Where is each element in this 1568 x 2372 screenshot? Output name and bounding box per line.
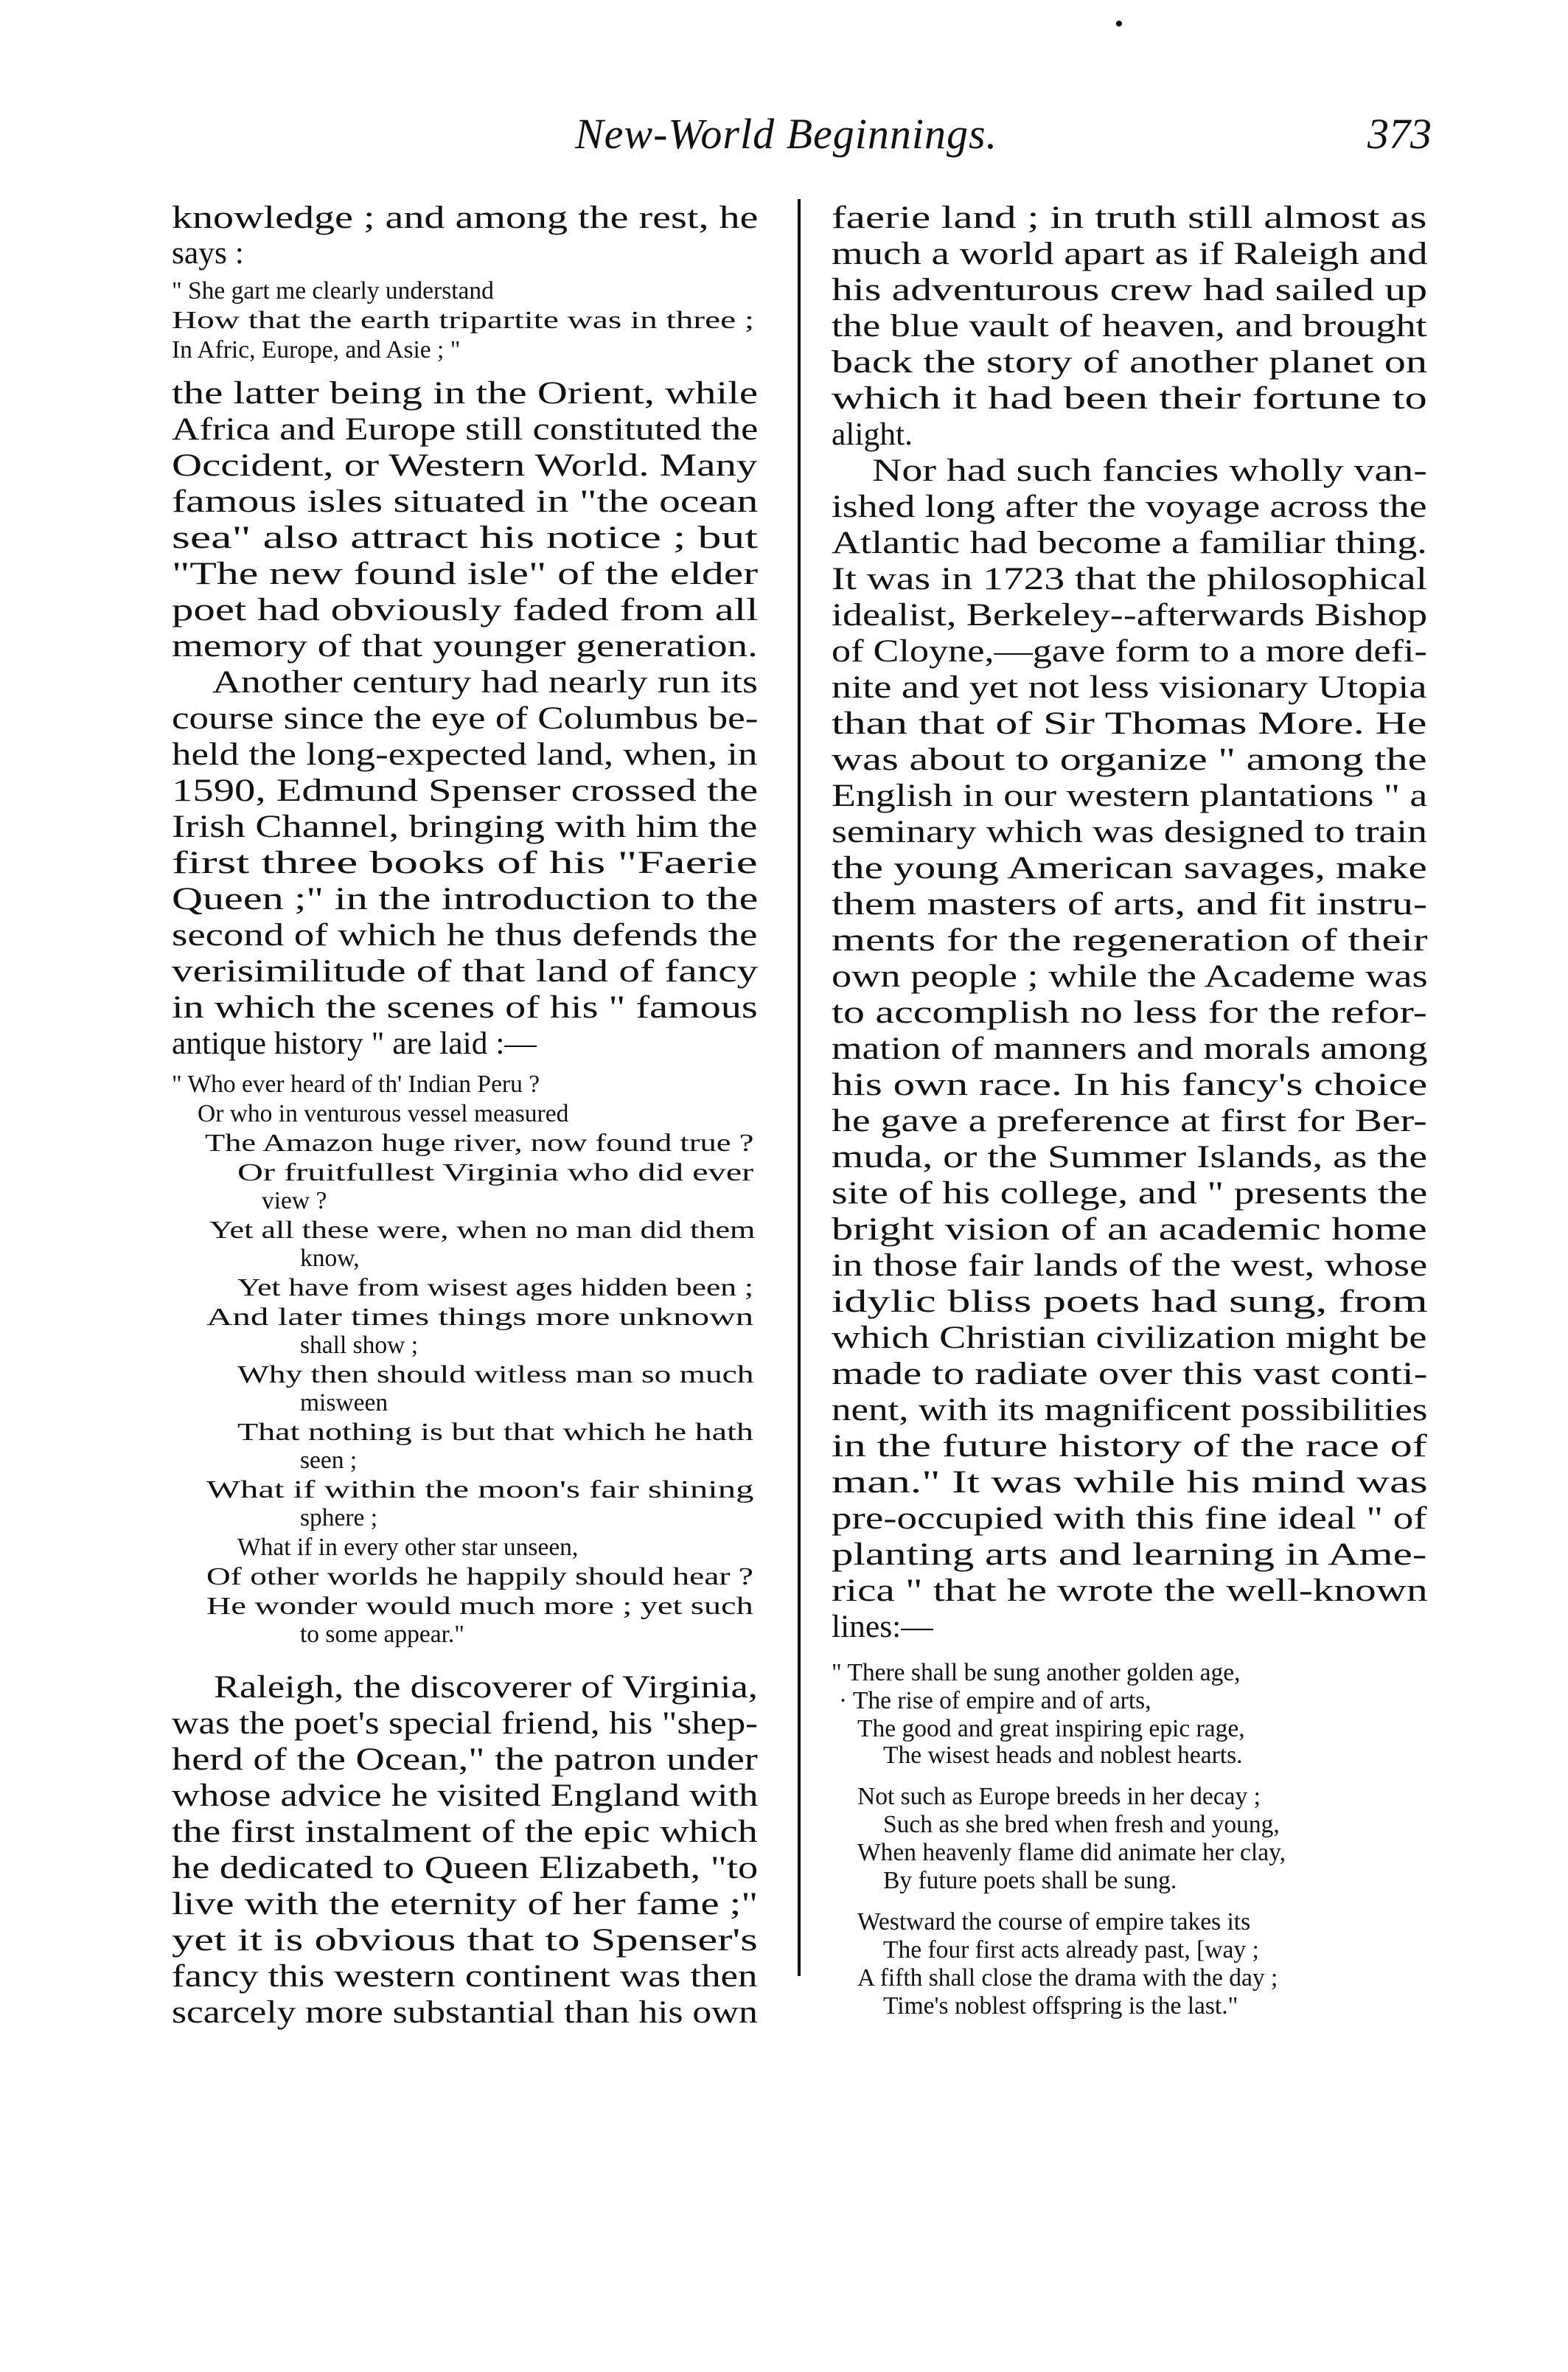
right-prose-line: much a world apart as if Raleigh and <box>832 236 1428 271</box>
left-verse-line: The Amazon huge river, now found true ? <box>205 1130 754 1157</box>
left-prose-line: first three books of his "Faerie <box>172 845 758 880</box>
right-prose-line: to accomplish no less for the refor- <box>832 995 1427 1030</box>
right-prose-line: mation of manners and morals among <box>832 1031 1428 1066</box>
right-prose-line: them masters of arts, and fit instru- <box>832 886 1428 922</box>
right-prose-line: made to radiate over this vast conti- <box>832 1356 1428 1391</box>
right-prose-line: which Christian civilization might be <box>832 1320 1427 1355</box>
right-prose-line: the blue vault of heaven, and brought <box>832 308 1427 344</box>
left-prose-line: held the long-expected land, when, in <box>172 737 758 772</box>
right-prose-line: man." It was while his mind was <box>832 1464 1428 1500</box>
right-prose-line: alight. <box>832 417 913 452</box>
left-prose-line: memory of that younger generation. <box>172 628 758 664</box>
right-prose-line: Nor had such fancies wholly van- <box>872 453 1427 488</box>
right-verse-line: Westward the course of empire takes its <box>857 1908 1251 1935</box>
column-divider <box>798 199 801 1976</box>
right-prose-line: his adventurous crew had sailed up <box>832 272 1428 307</box>
left-verse-line: He wonder would much more ; yet such <box>206 1593 753 1620</box>
right-prose-line: nite and yet not less visionary Utopia <box>832 669 1427 705</box>
right-prose-line: It was in 1723 that the philosophical <box>832 561 1428 597</box>
right-verse-line: Such as she bred when fresh and young, <box>883 1811 1280 1838</box>
left-verse-line: view ? <box>262 1187 327 1214</box>
left-prose-line: Another century had nearly run its <box>212 664 758 700</box>
left-prose-line: yet it is obvious that to Spenser's <box>172 1922 758 1958</box>
right-prose-line: site of his college, and " presents the <box>832 1175 1428 1211</box>
left-prose-line: herd of the Ocean," the patron under <box>172 1742 758 1777</box>
left-verse-line: That nothing is but that which he hath <box>237 1419 753 1446</box>
right-prose-line: planting arts and learning in Ame- <box>832 1537 1427 1572</box>
left-verse-line: Or fruitfullest Virginia who did ever <box>237 1159 754 1186</box>
left-verse-line: And later times things more unknown <box>206 1304 754 1331</box>
right-verse-line: Not such as Europe breeds in her decay ; <box>857 1783 1261 1810</box>
left-prose-line: poet had obviously faded from all <box>172 592 759 627</box>
left-prose-line: was the poet's special friend, his "shep- <box>172 1705 758 1741</box>
right-verse-line: Time's noblest offspring is the last." <box>883 1992 1238 2020</box>
left-verse-line: seen ; <box>300 1447 358 1474</box>
left-prose-line: antique history " are laid :— <box>172 1026 537 1061</box>
left-verse-line: Or who in venturous vessel measured <box>198 1100 569 1127</box>
right-prose-line: bright vision of an academic home <box>832 1211 1427 1247</box>
right-prose-line: ments for the regeneration of their <box>832 922 1428 958</box>
right-verse-line: By future poets shall be sung. <box>883 1867 1177 1894</box>
left-prose-line: knowledge ; and among the rest, he <box>172 200 759 235</box>
left-prose-line: fancy this western continent was then <box>172 1958 758 1994</box>
right-prose-line: English in our western plantations " a <box>832 778 1428 813</box>
left-prose-line: the latter being in the Orient, while <box>172 375 759 411</box>
left-prose-line: Raleigh, the discoverer of Virginia, <box>214 1669 758 1705</box>
left-prose-line: in which the scenes of his " famous <box>172 990 758 1025</box>
page-corner-mark: • <box>1115 10 1123 38</box>
right-prose-line: in the future history of the race of <box>832 1428 1427 1464</box>
right-prose-line: his own race. In his fancy's choice <box>832 1067 1428 1102</box>
right-prose-line: was about to organize " among the <box>832 742 1427 777</box>
left-verse-line: know, <box>300 1245 360 1272</box>
right-verse-line: · The rise of empire and of arts, <box>839 1687 1151 1714</box>
left-prose-line: verisimilitude of that land of fancy <box>172 953 759 989</box>
right-prose-line: muda, or the Summer Islands, as the <box>832 1139 1428 1175</box>
right-prose-line: than that of Sir Thomas More. He <box>832 706 1427 741</box>
right-prose-line: which it had been their fortune to <box>832 380 1427 416</box>
right-verse-line: The four first acts already past, [way ; <box>883 1936 1259 1964</box>
left-prose-line: Africa and Europe still constituted the <box>172 411 759 447</box>
right-prose-line: lines:— <box>832 1609 933 1644</box>
right-prose-line: idealist, Berkeley--afterwards Bishop <box>832 597 1428 633</box>
left-prose-line: Queen ;" in the introduction to the <box>172 881 759 917</box>
left-prose-line: live with the eternity of her fame ;" <box>172 1886 759 1921</box>
left-prose-line: famous isles situated in "the ocean <box>172 484 759 519</box>
left-verse-line: Yet have from wisest ages hidden been ; <box>237 1274 753 1301</box>
left-prose-line: says : <box>172 235 244 271</box>
right-prose-line: idylic bliss poets had sung, from <box>832 1284 1428 1319</box>
right-prose-line: faerie land ; in truth still almost as <box>832 200 1427 235</box>
left-verse-line: " She gart me clearly understand <box>172 277 494 305</box>
right-prose-line: Atlantic had become a familiar thing. <box>832 525 1427 560</box>
left-prose-line: whose advice he visited England with <box>172 1778 759 1813</box>
left-verse-line: What if within the moon's fair shining <box>206 1476 754 1503</box>
left-verse-line: In Afric, Europe, and Asie ; " <box>172 336 461 364</box>
left-prose-line: Irish Channel, bringing with him the <box>172 809 758 844</box>
right-verse-line: " There shall be sung another golden age, <box>832 1659 1241 1686</box>
page-number: 373 <box>1367 110 1432 158</box>
left-prose-line: sea" also attract his notice ; but <box>172 520 759 555</box>
right-prose-line: nent, with its magnificent possibilities <box>832 1392 1428 1427</box>
left-prose-line: Occident, or Western World. Many <box>172 448 758 483</box>
right-prose-line: of Cloyne,—gave form to a more defi- <box>832 633 1427 669</box>
right-verse-line: A fifth shall close the drama with the day ; <box>857 1964 1278 1992</box>
right-verse-line: When heavenly flame did animate her clay, <box>857 1839 1286 1866</box>
right-prose-line: ished long after the voyage across the <box>832 489 1427 524</box>
left-verse-line: misween <box>300 1389 388 1416</box>
right-prose-line: in those fair lands of the west, whose <box>832 1248 1428 1283</box>
left-prose-line: course since the eye of Columbus be- <box>172 700 759 736</box>
running-head-title: New-World Beginnings. <box>575 110 998 158</box>
left-verse-line: sphere ; <box>300 1504 378 1531</box>
left-prose-line: he dedicated to Queen Elizabeth, "to <box>172 1850 759 1885</box>
left-verse-line: shall show ; <box>300 1332 419 1359</box>
right-prose-line: rica " that he wrote the well-known <box>832 1573 1428 1608</box>
left-verse-line: Of other worlds he happily should hear ? <box>206 1563 753 1590</box>
left-verse-line: Why then should witless man so much <box>237 1361 754 1388</box>
left-prose-line: scarcely more substantial than his own <box>172 1994 758 2030</box>
left-verse-line: What if in every other star unseen, <box>237 1534 579 1561</box>
right-prose-line: pre-occupied with this fine ideal " of <box>832 1500 1427 1536</box>
left-verse-line: to some appear." <box>300 1621 464 1648</box>
left-verse-line: " Who ever heard of th' Indian Peru ? <box>172 1071 540 1098</box>
right-prose-line: seminary which was designed to train <box>832 814 1427 849</box>
right-prose-line: he gave a preference at first for Ber- <box>832 1103 1427 1138</box>
left-verse-line: How that the earth tripartite was in three ; <box>172 307 754 334</box>
left-prose-line: second of which he thus defends the <box>172 917 758 953</box>
right-prose-line: own people ; while the Academe was <box>832 959 1428 994</box>
right-verse-line: The wisest heads and noblest hearts. <box>883 1742 1243 1769</box>
left-prose-line: 1590, Edmund Spenser crossed the <box>172 773 759 808</box>
right-verse-line: The good and great inspiring epic rage, <box>857 1715 1245 1742</box>
left-verse-line: Yet all these were, when no man did them <box>209 1217 756 1244</box>
right-prose-line: the young American savages, make <box>832 850 1427 886</box>
left-prose-line: the first instalment of the epic which <box>172 1814 758 1849</box>
right-prose-line: back the story of another planet on <box>832 344 1427 380</box>
left-prose-line: "The new found isle" of the elder <box>172 556 759 591</box>
